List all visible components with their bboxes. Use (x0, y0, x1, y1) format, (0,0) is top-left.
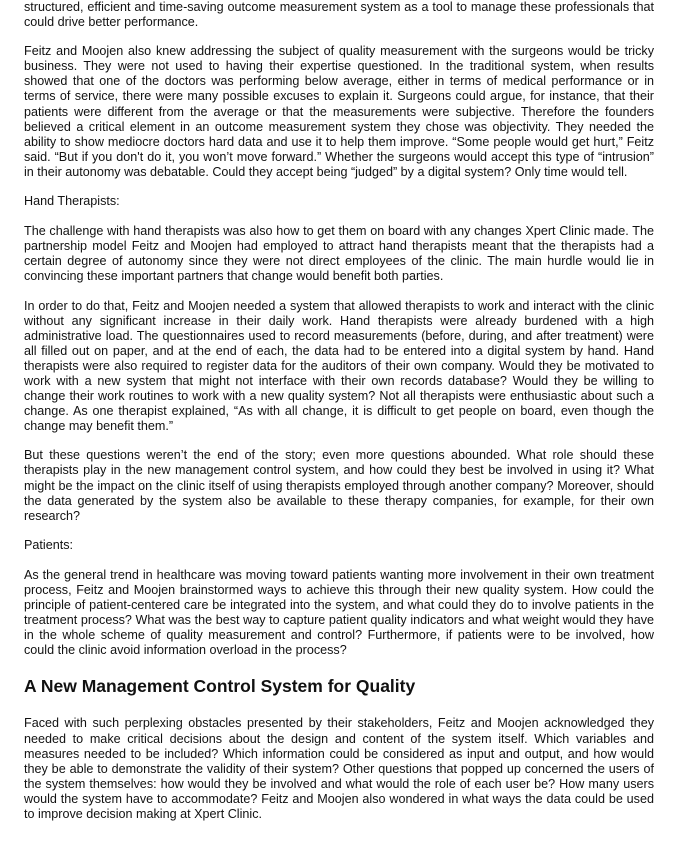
section-label-patients: Patients: (24, 537, 74, 552)
document-page (24, 0, 654, 836)
paragraph-surgeons: Feitz and Moojen also knew addressing the subject of quality measurement with the surgeons would be tricky business. They were not used to having their expertise questioned. In the traditional system, when results showed that one of the doctors was performing below average, either in terms of medical performance or in terms of service, there were many possible excuses to explain it. Surgeons could argue, for instance, that their patients were different from the average or that the measurements were subjective. Therefore the founders believed a critical element in an outcome measurement system they chose was objectivity. They needed the ability to show mediocre doctors hard data and use it to help them improve. “Some people would get hurt,” Feitz said. “But if you don't do it, you won’t move forward.” Whether the surgeons would accept this type of “intrusion” in their autonomy was debatable. Could they accept being “judged” by a digital system? Only time would tell. (24, 44, 654, 179)
paragraph-patients: As the general trend in healthcare was moving toward patients wanting more involvement in their own treatment process, Feitz and Moojen brainstormed ways to achieve this through their new quality system. How could the principle of patient-centered care be integrated into the system, and what could they do to involve patients in the treatment process? What was the best way to capture patient quality indicators and what weight would they have in the whole scheme of quality measurement and control? Furthermore, if patients were to be involved, how could the clinic avoid information overload in the process? (24, 567, 654, 658)
section-label-hand-therapists: Hand Therapists: (24, 194, 120, 209)
paragraph-intro-continued: structured, efficient and time-saving outcome measurement system as a tool to manage these professionals that could drive better performance. (24, 0, 654, 30)
paragraph-hand-therapists-system: In order to do that, Feitz and Moojen needed a system that allowed therapists to work and interact with the clinic without any significant increase in their daily work. Hand therapists were already burdened with a high administrative load. The questionnaires used to record measurements (before, during, and after treatment) were all filled out on paper, and at the end of each, the data had to be entered into a digital system by hand. Hand therapists were also required to register data for the auditors of their own company. Would they be motivated to work with a new system that might not interface with their own records database? Would they be willing to change their work routines to work with a new quality system? Not all therapists were enthusiastic about such a change. As one therapist explained, “As with all change, it is difficult to get people on board, even though the change may benefit them.” (24, 298, 654, 434)
section-heading: A New Management Control System for Quality (24, 676, 416, 697)
paragraph-hand-therapists-questions: But these questions weren’t the end of the story; even more questions abounded. What role should these therapists play in the new management control system, and how could they best be involved in using it? What might be the impact on the clinic itself of using therapists employed through another company? Moreover, should the data generated by the system also be available to these therapy companies, for example, for their own research? (24, 448, 654, 523)
paragraph-control-system: Faced with such perplexing obstacles presented by their stakeholders, Feitz and Moojen acknowledged they needed to make critical decisions about the design and content of the system itself. Which variables and measures needed to be included? Which information could be considered as input and output, and how would they be able to demonstrate the validity of their system? Other questions that popped up concerned the users of the system themselves: how would they be involved and what would the role of each user be? How many users would the system have to accommodate? Feitz and Moojen also wondered in what ways the data could be used to improve decision making at Xpert Clinic. (24, 716, 654, 822)
paragraph-hand-therapists-challenge: The challenge with hand therapists was also how to get them on board with any changes Xpert Clinic made. The partnership model Feitz and Moojen had employed to attract hand therapists meant that the therapists had a certain degree of autonomy since they were not direct employees of the clinic. The main hurdle would lie in convincing these important partners that change would benefit both parties. (24, 224, 654, 284)
